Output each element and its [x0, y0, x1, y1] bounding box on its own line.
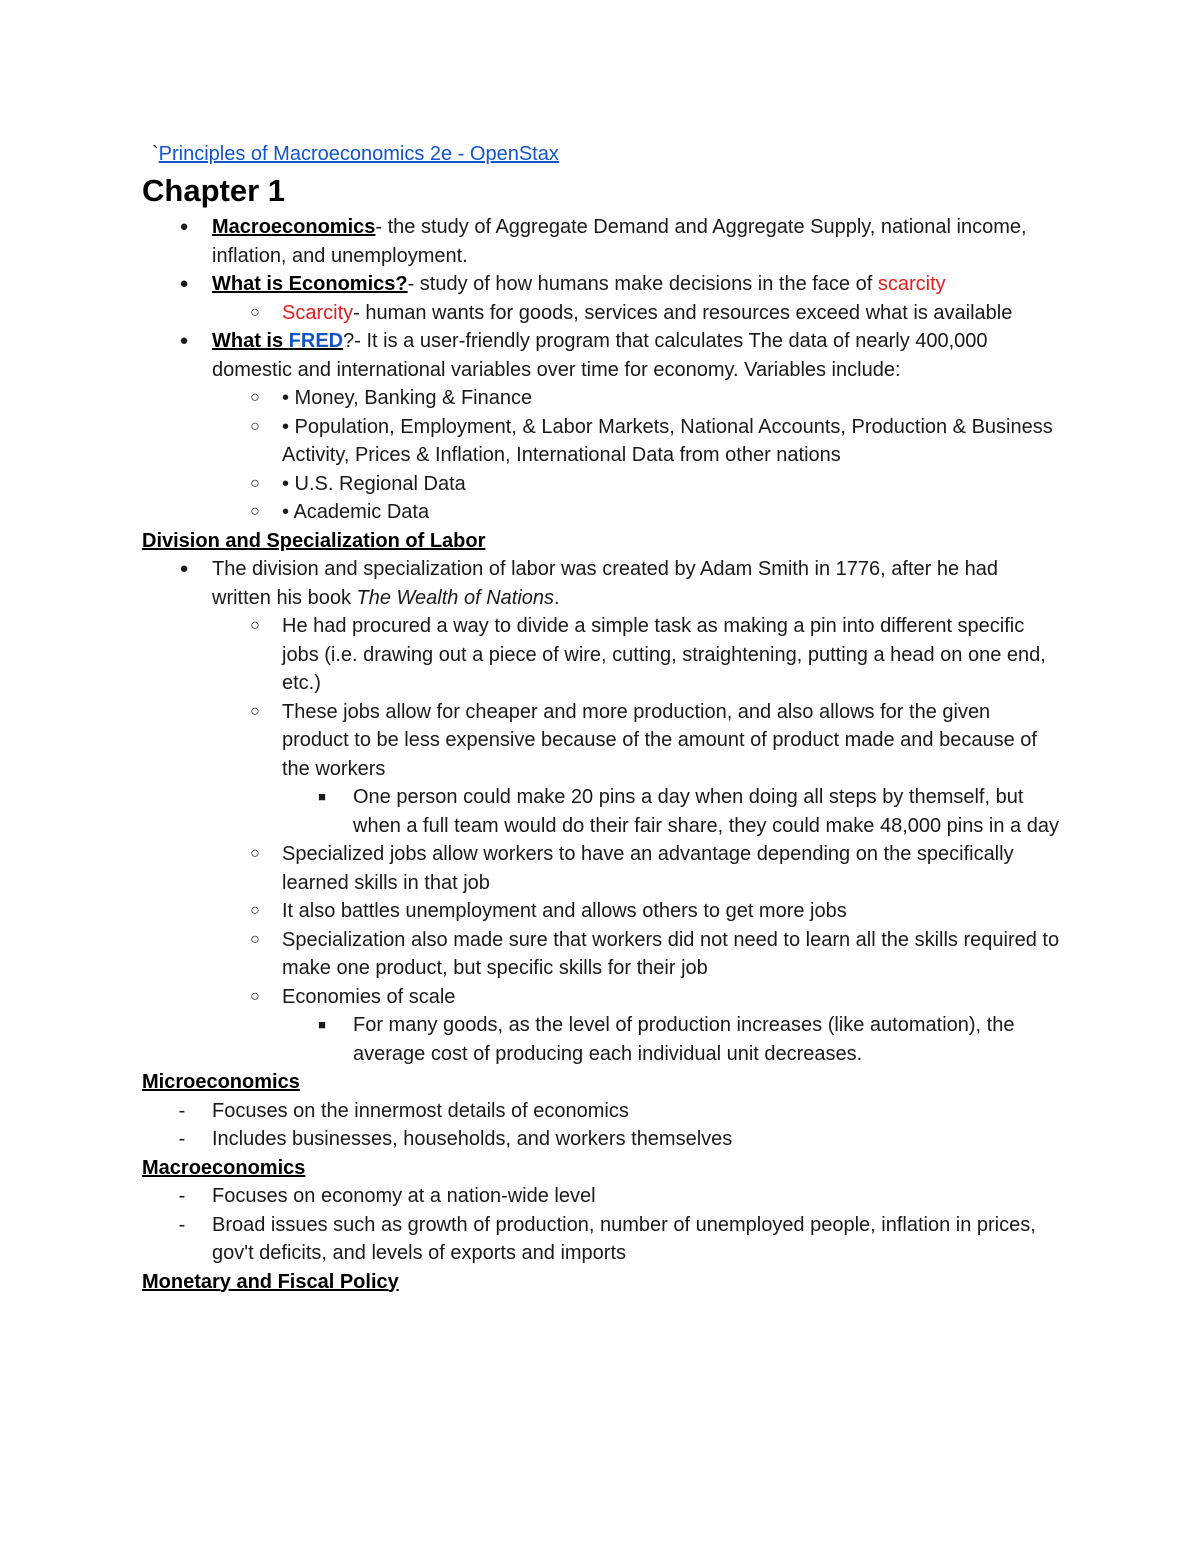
dash-marker: -: [178, 1213, 186, 1236]
list-item: [142, 783, 1062, 840]
section-heading-microeconomics: Microeconomics: [142, 1071, 300, 1093]
list-item: [142, 413, 1062, 470]
source-line: [152, 139, 1062, 169]
scarcity-highlight: scarcity: [877, 273, 946, 295]
chapter-title: Chapter 1: [142, 173, 285, 208]
fred-variable: • Money, Banking & Finance: [282, 387, 533, 409]
source-link[interactable]: Principles of Macroeconomics 2e - OpenStax: [158, 143, 559, 165]
term-macroeconomics: Macroeconomics: [212, 216, 376, 238]
dash-marker: -: [178, 1185, 186, 1207]
division-main-end: .: [554, 586, 560, 609]
list-item: [142, 1097, 1062, 1126]
item-text: One person could make 20 pins a day when doing all steps by themself, but when a full team would do their fair share, they could make 48,000 pins in a day: [353, 786, 1059, 837]
scarcity-definition: - human wants for goods, services and resources exceed what is available: [353, 301, 1013, 324]
list-item: [142, 470, 1062, 499]
economics-definition: - study of how humans make decisions in the face of: [407, 273, 878, 295]
list-item: [142, 270, 1062, 299]
list-item: [142, 299, 1062, 328]
list-item: [142, 384, 1062, 413]
fred-variable: • U.S. Regional Data: [282, 472, 466, 495]
item-text: These jobs allow for cheaper and more production, and also allows for the given product to be less expensive because of the amount of product made and because of the workers: [282, 700, 1037, 780]
circle-marker: ○: [250, 930, 260, 948]
list-item: [142, 983, 1062, 1012]
term-economics: What is Economics?: [212, 273, 408, 295]
item-text: It also battles unemployment and allows others to get more jobs: [282, 900, 847, 922]
document-body: [142, 139, 1062, 1296]
bullet-marker: ●: [179, 332, 189, 349]
list-item: [142, 698, 1062, 784]
item-text: Economies of scale: [282, 985, 456, 1008]
item-text: Focuses on economy at a nation-wide level: [212, 1185, 596, 1207]
bullet-marker: ●: [179, 275, 189, 292]
list-item: [142, 555, 1062, 612]
list-item: [142, 897, 1062, 926]
circle-marker: ○: [250, 845, 260, 862]
division-main-text: The division and specialization of labor was created by Adam Smith in 1776, after he had written his book: [212, 558, 999, 609]
circle-marker: ○: [250, 389, 260, 406]
list-item: [142, 327, 1062, 384]
list-item: [142, 498, 1062, 527]
fred-term-prefix: What is: [212, 330, 289, 352]
fred-variable: • Population, Employment, & Labor Markets, National Accounts, Production & Business Activity, Prices & Inflation, International Data from other nations: [282, 415, 1053, 466]
item-text: Specialization also made sure that workers did not need to learn all the skills required to make one product, but specific skills for their job: [282, 928, 1060, 979]
list-item: [142, 840, 1062, 897]
item-text: For many goods, as the level of production increases (like automation), the average cost of producing each individual unit decreases.: [353, 1014, 1015, 1065]
circle-marker: ○: [250, 617, 260, 634]
list-item: [142, 926, 1062, 983]
section-heading-monetary: Monetary and Fiscal Policy: [142, 1270, 399, 1293]
section-heading-macroeconomics: Macroeconomics: [142, 1156, 306, 1179]
bullet-marker: ●: [179, 218, 189, 235]
list-item: [142, 1011, 1062, 1068]
square-marker: ■: [318, 1017, 326, 1032]
circle-marker: ○: [250, 303, 260, 321]
dash-marker: -: [178, 1099, 186, 1122]
source-prefix: `: [152, 143, 159, 165]
circle-marker: ○: [250, 503, 260, 520]
circle-marker: ○: [250, 902, 260, 919]
circle-marker: ○: [250, 474, 260, 492]
list-item: [142, 213, 1062, 270]
macro-list: [142, 1182, 1062, 1268]
book-title: The Wealth of Nations: [356, 586, 555, 609]
fred-definition: ?- It is a user-friendly program that calculates The data of nearly 400,000 domestic and international variables over time for economy. Variables include:: [212, 330, 988, 381]
item-text: Broad issues such as growth of production, number of unemployed people, inflation in prices, gov't deficits, and levels of exports and imports: [212, 1213, 1036, 1264]
list-item: [142, 1125, 1062, 1154]
division-list: [142, 555, 1062, 1068]
term-fred: [212, 330, 343, 352]
fred-link[interactable]: FRED: [288, 330, 344, 352]
item-text: Includes businesses, households, and workers themselves: [212, 1128, 733, 1150]
list-item: [142, 1211, 1062, 1268]
circle-marker: ○: [250, 987, 260, 1005]
item-text: He had procured a way to divide a simple task as making a pin into different specific jobs (i.e. drawing out a piece of wire, cutting, straightening, putting a head on one end, etc.): [282, 615, 1046, 694]
item-text: Focuses on the innermost details of economics: [212, 1099, 629, 1122]
item-text: Specialized jobs allow workers to have an advantage depending on the specifically learned skills in that job: [282, 843, 1014, 894]
circle-marker: ○: [250, 417, 260, 435]
circle-marker: ○: [250, 702, 260, 720]
square-marker: ■: [318, 789, 326, 804]
fred-variable: • Academic Data: [282, 501, 430, 523]
dash-marker: -: [178, 1128, 186, 1150]
list-item: [142, 1182, 1062, 1211]
intro-list: [142, 213, 1062, 527]
macroeconomics-definition: - the study of Aggregate Demand and Aggregate Supply, national income, inflation, and unemployment.: [212, 216, 1027, 267]
list-item: [142, 612, 1062, 698]
section-heading-division: Division and Specialization of Labor: [142, 529, 486, 552]
micro-list: [142, 1097, 1062, 1154]
bullet-marker: ●: [179, 560, 189, 577]
term-scarcity: Scarcity: [282, 301, 354, 324]
